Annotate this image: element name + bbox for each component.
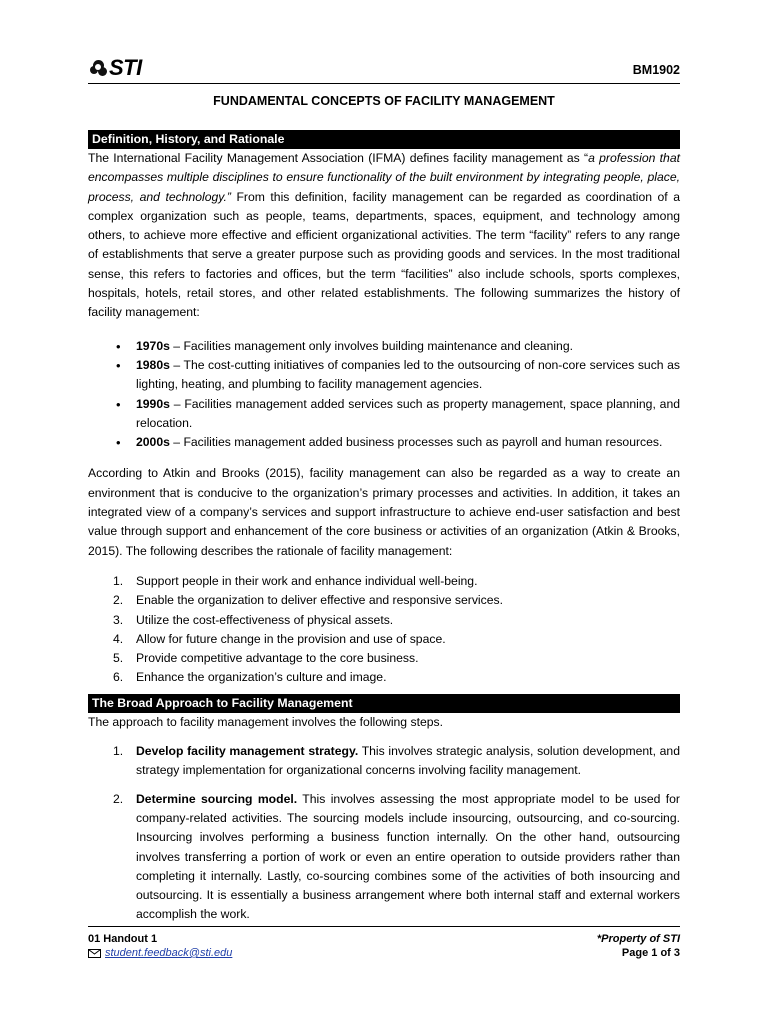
property-notice: *Property of STI [596,933,680,945]
list-item: 3. Utilize the cost-effectiveness of physical assets. [113,612,394,627]
list-item: • 1980s – The cost-cutting initiatives of companies led to the outsourcing of non-core services such as lighting, heating, and plumbing to facility management agencies. [136,356,680,395]
ifma-quote: a profession that encompasses multiple disciplines to ensure functionality of the built environment by integrating people, place, process, and technology.” [88,151,680,204]
list-item: 1. Support people in their work and enhance individual well-being. [113,573,478,588]
section-heading-definition: Definition, History, and Rationale [88,130,680,149]
sti-logo [90,57,142,79]
list-item: 5. Provide competitive advantage to the core business. [113,651,419,666]
intro-paragraph: The International Facility Management Association (IFMA) defines facility management as “a profession that encompasses multiple disciplines to ensure functionality of the built environment by integrating people, place, process, and technology.” From this definition, facility management can be regarded as coordination of a complex organization such as people, teams, departments, spaces, equipment, and technology among others, to achieve more effective and efficient organizational activities. The term “facility” refers to any range of establishments that serve a greater purpose such as providing goods and services. In the most traditional sense, this refers to factories and offices, but the term “facilities” also include schools, sports complexes, hospitals, hotels, retail stores, and other related establishments. The following summarizes the history of facility management: [88,151,680,320]
page-footer [88,926,680,967]
document-body [88,130,680,934]
list-item: 1. Develop facility management strategy. This involves strategic analysis, solution development, and strategy implementation for organizational concerns involving facility management. [113,744,680,778]
list-item: 2. Enable the organization to deliver effective and responsive services. [113,593,503,608]
document-title: FUNDAMENTAL CONCEPTS OF FACILITY MANAGEMENT [213,94,555,108]
page-header [88,55,680,84]
list-item: 2. Determine sourcing model. This involves assessing the most appropriate model to be used for company-related activities. The sourcing models include insourcing, outsourcing, and co-sourcing. Insourcing involves performing a business function internally. On the other hand, outsourcing involves transferring a portion of work or even an entire operation to outside providers rather than completing it internally. Lastly, co-sourcing combines some of the activities of both insourcing and outsourcing. It is essentially a business arrangement where both internal staff and external workers accomplish the work. [113,791,680,922]
list-item: 4. Allow for future change in the provision and use of space. [113,631,446,646]
list-item: • 1970s – Facilities management only involves building maintenance and cleaning. [136,337,680,356]
history-list [88,337,680,453]
approach-intro: The approach to facility management involves the following steps. [88,714,443,729]
list-item: • 1990s – Facilities management added services such as property management, space planning, and relocation. [136,395,680,434]
page-number: Page 1 of 3 [621,947,680,959]
sti-globe-icon [90,59,108,77]
list-item: 6. Enhance the organization’s culture and image. [113,670,387,685]
rationale-paragraph: According to Atkin and Brooks (2015), facility management can also be regarded as a way to create an environment that is conducive to the organization’s primary processes and activities. In addition, it takes an integrated view of a company’s services and support infrastructure to achieve end-user satisfaction and best value through support and enhancement of the core business or activities of an organization (Atkin & Brooks, 2015). The following describes the rationale of facility management: [88,466,680,558]
list-item: • 2000s – Facilities management added business processes such as payroll and human resources. [136,433,680,452]
logo-text: STI [109,55,142,80]
document-code: BM1902 [632,63,680,77]
approach-steps-list [88,742,680,925]
section-heading-approach: The Broad Approach to Facility Management [88,694,680,713]
feedback-email-link[interactable]: student.feedback@sti.edu [105,947,233,959]
rationale-list [88,572,680,688]
handout-label: 01 Handout 1 [88,933,158,945]
envelope-icon [88,949,101,958]
